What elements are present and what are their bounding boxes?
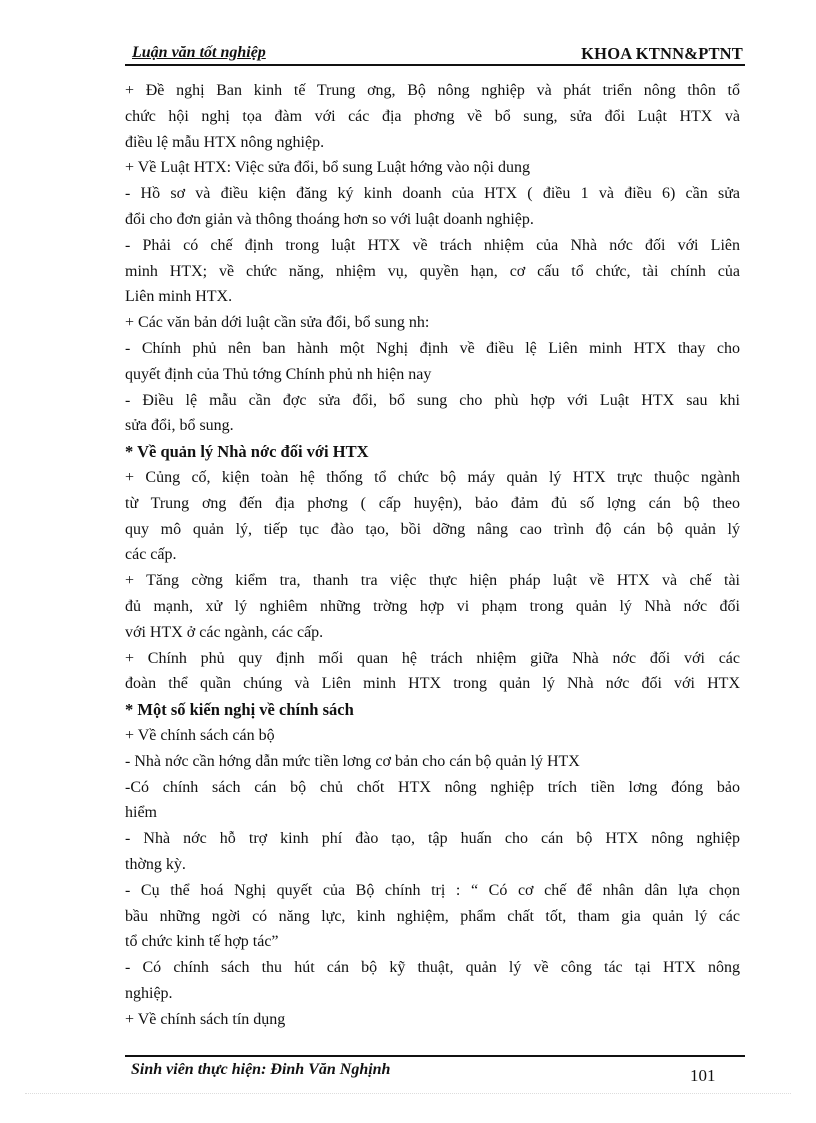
section-heading: * Về quản lý Nhà nớc đối với HTX	[125, 442, 369, 462]
text-line: + Về chính sách cán bộ	[125, 726, 275, 744]
text-line: + Về Luật HTX: Việc sửa đổi, bổ sung Luật hớng vào nội dung	[125, 159, 530, 177]
text-line: quy mô quản lý, tiếp tục đào tạo, bồi dỡng nâng cao trình độ cán bộ quản lý	[125, 520, 740, 538]
text-line: - Điều lệ mẫu cần đợc sửa đổi, bổ sung cho phù hợp với Luật HTX sau khi	[125, 391, 740, 409]
text-line: điều lệ mẫu HTX nông nghiệp.	[125, 133, 325, 151]
text-line: các cấp.	[125, 546, 177, 564]
text-line: với HTX ở các ngành, các cấp.	[125, 623, 324, 641]
text-line: từ Trung ơng đến địa phơng ( cấp huyện), bảo đảm đủ số lợng cán bộ theo	[125, 494, 740, 512]
text-line: - Hồ sơ và điều kiện đăng ký kinh doanh của HTX ( điều 1 và điều 6) cần sửa	[125, 185, 740, 203]
text-line: -Có chính sách cán bộ chủ chốt HTX nông nghiệp trích tiền lơng đóng bảo	[125, 778, 740, 796]
text-line: + Về chính sách tín dụng	[125, 1010, 286, 1028]
text-line: nghiệp.	[125, 984, 173, 1002]
text-line: hiểm	[125, 804, 157, 822]
footer-author: Sinh viên thực hiện: Đinh Văn Nghịnh	[131, 1061, 391, 1078]
text-line: quyết định của Thủ tớng Chính phủ nh hiện nay	[125, 365, 432, 383]
text-line: đoàn thể quần chúng và Liên minh HTX trong quản lý Nhà nớc đối với HTX	[125, 675, 740, 693]
text-line: đủ mạnh, xử lý nghiêm những trờng hợp vi phạm trong quản lý Nhà nớc đối	[125, 597, 740, 615]
header-faculty-label: KHOA KTNN&PTNT	[581, 44, 743, 63]
text-line: tổ chức kinh tế hợp tác”	[125, 933, 279, 951]
text-line: đổi cho đơn giản và thông thoáng hơn so với luật doanh nghiệp.	[125, 210, 534, 228]
text-line: - Nhà nớc hỗ trợ kinh phí đào tạo, tập huấn cho cán bộ HTX nông nghiệp	[125, 830, 740, 848]
section-heading: * Một số kiến nghị về chính sách	[125, 700, 354, 720]
text-line: - Chính phủ nên ban hành một Nghị định về điều lệ Liên minh HTX thay cho	[125, 339, 740, 357]
text-line: Liên minh HTX.	[125, 288, 233, 306]
text-line: thờng kỳ.	[125, 855, 186, 873]
text-line: - Phải có chế định trong luật HTX về trách nhiệm của Nhà nớc đối với Liên	[125, 236, 740, 254]
page-number: 101	[690, 1066, 716, 1085]
footer-rule	[125, 1055, 745, 1057]
text-line: - Nhà nớc cần hớng dẫn mức tiền lơng cơ bản cho cán bộ quản lý HTX	[125, 752, 580, 770]
body-text	[125, 78, 740, 1032]
page-header	[125, 44, 745, 66]
text-line: + Đề nghị Ban kinh tế Trung ơng, Bộ nông nghiệp và phát triển nông thôn tổ	[125, 82, 740, 99]
text-line: + Các văn bản dới luật cần sửa đổi, bổ sung nh:	[125, 314, 430, 332]
text-line: bầu những ngời có năng lực, kinh nghiệm, phẩm chất tốt, tham gia quản lý các	[125, 907, 740, 925]
page-bottom-dots	[25, 1093, 791, 1094]
header-thesis-label: Luận văn tốt nghiệp	[132, 44, 266, 61]
text-line: + Củng cố, kiện toàn hệ thống tổ chức bộ máy quản lý HTX trực thuộc ngành	[125, 468, 740, 486]
text-line: chức hội nghị tọa đàm với các địa phơng về bổ sung, sửa đổi Luật HTX và	[125, 107, 740, 125]
text-line: + Tăng cờng kiểm tra, thanh tra việc thực hiện pháp luật về HTX và chế tài	[125, 572, 740, 590]
text-line: - Cụ thể hoá Nghị quyết của Bộ chính trị : “ Có cơ chế để nhân dân lựa chọn	[125, 881, 740, 899]
text-line: sửa đổi, bổ sung.	[125, 417, 234, 435]
header-rule	[125, 64, 745, 66]
text-line: - Có chính sách thu hút cán bộ kỹ thuật, quản lý về công tác tại HTX nông	[125, 959, 740, 977]
text-line: + Chính phủ quy định mối quan hệ trách nhiệm giữa Nhà nớc đối với các	[125, 649, 740, 667]
text-line: minh HTX; về chức năng, nhiệm vụ, quyền hạn, cơ cấu tổ chức, tài chính của	[125, 262, 740, 280]
